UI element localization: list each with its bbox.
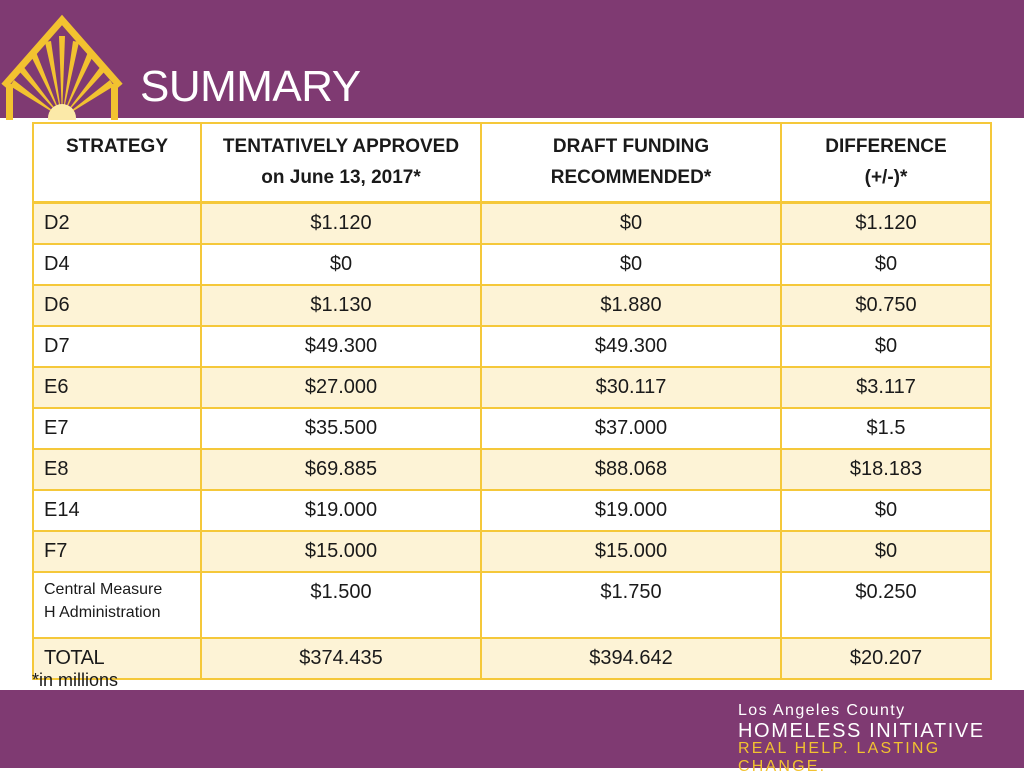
column-header-difference: DIFFERENCE (+/-)* (781, 123, 991, 203)
total-label-cell: TOTAL (33, 638, 201, 679)
strategy-cell: E8 (33, 449, 201, 490)
tentative-cell: $49.300 (201, 326, 481, 367)
difference-cell: $1.5 (781, 408, 991, 449)
strategy-cell: Central Measure H Administration (33, 572, 201, 638)
branding-initiative: HOMELESS INITIATIVE (738, 720, 985, 742)
table-row (33, 285, 991, 326)
strategy-cell: E14 (33, 490, 201, 531)
tentative-cell: $1.130 (201, 285, 481, 326)
total-tentative-cell: $374.435 (201, 638, 481, 679)
table-row (33, 408, 991, 449)
strategy-cell: D7 (33, 326, 201, 367)
tentative-cell: $0 (201, 244, 481, 285)
strategy-cell: D2 (33, 203, 201, 245)
draft-cell: $0 (481, 244, 781, 285)
table-row-central-administration (33, 572, 991, 638)
page-title: SUMMARY (140, 62, 361, 111)
difference-cell: $3.117 (781, 367, 991, 408)
strategy-cell: D4 (33, 244, 201, 285)
branding-county: Los Angeles County (738, 702, 906, 719)
strategy-cell: D6 (33, 285, 201, 326)
tentative-cell: $15.000 (201, 531, 481, 572)
difference-cell: $0.750 (781, 285, 991, 326)
difference-cell: $0 (781, 326, 991, 367)
table-row (33, 326, 991, 367)
tentative-cell: $19.000 (201, 490, 481, 531)
draft-cell: $1.750 (481, 572, 781, 638)
total-difference-cell: $20.207 (781, 638, 991, 679)
sunburst-house-logo-icon (0, 14, 130, 120)
branding-tagline: REAL HELP. LASTING CHANGE. (738, 740, 941, 775)
column-header-strategy: STRATEGY (33, 123, 201, 203)
total-draft-cell: $394.642 (481, 638, 781, 679)
draft-cell: $1.880 (481, 285, 781, 326)
strategy-cell: E6 (33, 367, 201, 408)
draft-cell: $19.000 (481, 490, 781, 531)
draft-cell: $49.300 (481, 326, 781, 367)
column-header-tentatively-approved: TENTATIVELY APPROVED on June 13, 2017* (201, 123, 481, 203)
table-row (33, 490, 991, 531)
table-row (33, 531, 991, 572)
table-row (33, 449, 991, 490)
difference-cell: $0 (781, 490, 991, 531)
table-header-row (33, 123, 991, 203)
draft-cell: $30.117 (481, 367, 781, 408)
difference-cell: $1.120 (781, 203, 991, 245)
difference-cell: $18.183 (781, 449, 991, 490)
table-row (33, 244, 991, 285)
difference-cell: $0 (781, 531, 991, 572)
draft-cell: $37.000 (481, 408, 781, 449)
strategy-cell: F7 (33, 531, 201, 572)
draft-cell: $0 (481, 203, 781, 245)
difference-cell: $0 (781, 244, 991, 285)
difference-cell: $0.250 (781, 572, 991, 638)
footnote: *in millions (32, 670, 119, 690)
table-row-total (33, 638, 991, 679)
tentative-cell: $1.500 (201, 572, 481, 638)
tentative-cell: $69.885 (201, 449, 481, 490)
tentative-cell: $35.500 (201, 408, 481, 449)
draft-cell: $15.000 (481, 531, 781, 572)
strategy-cell: E7 (33, 408, 201, 449)
table-row (33, 367, 991, 408)
tentative-cell: $27.000 (201, 367, 481, 408)
draft-cell: $88.068 (481, 449, 781, 490)
table-row (33, 203, 991, 245)
tentative-cell: $1.120 (201, 203, 481, 245)
column-header-draft-funding: DRAFT FUNDING RECOMMENDED* (481, 123, 781, 203)
summary-table (32, 122, 992, 680)
